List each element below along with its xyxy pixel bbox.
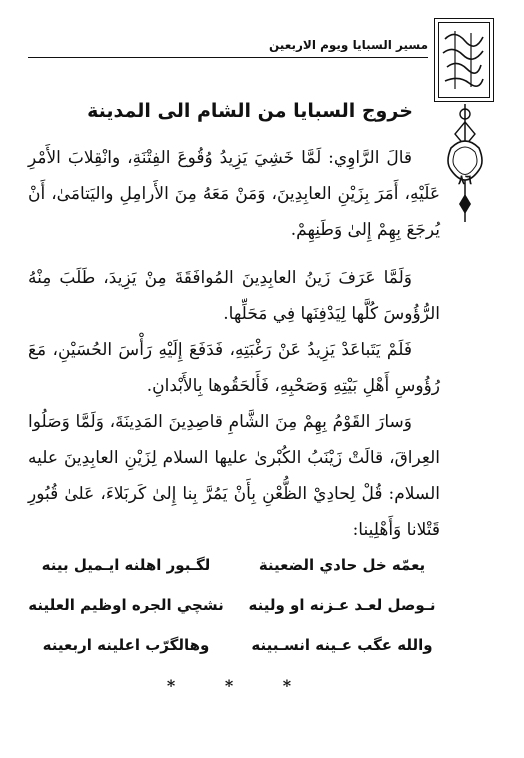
paragraph: وَسارَ القَوْمُ بِهِمْ مِنَ الشَّامِ قاصِدِينَ المَدِينَةَ، وَلَمَّا وَصَلُوا العِراقَ، قالَتْ زَيْنَبُ الكُبْرىٰ عليها السلام لِزَيْنِ العابِدِينَ عليه السلام: قُلْ لِحادِيْ الظُّعْنِ بِأَنْ يَمُرَّ بِنا إِلىٰ كَربَلاءَ، عَلىٰ قُبُورِ قَتْلانا وَأَهْلِينا: (28, 412, 440, 540)
verse-hemistich: وهالگرّب اعلينه اربعينه (42, 636, 210, 654)
verse-hemistich: نـوصل لعـد عـزنه او ولينه (248, 596, 436, 614)
verse-hemistich: لگـبور اهلنه ايـميل بينه (41, 556, 211, 574)
verse-hemistich: والله عگب عـينه انسـبينه (251, 636, 433, 654)
paragraph: فَلَمْ يَتَباعَدْ يَزِيدُ عَنْ رَغْبَتِهِ، فَدَفَعَ إِلَيْهِ رَأْسَ الحُسَيْنِ، مَعَ رُؤُوسِ أَهْلِ بَيْتِهِ وَصَحْبِهِ، فَأَلحَقُوها بِالأَبْدانِ. (28, 340, 440, 396)
paragraph: قالَ الرَّاوِي: لَمَّا خَشِيَ يَزِيدُ وُقُوعَ الفِتْنَةِ، وانْقِلابَ الأَمْرِ عَلَيْهِ، أَمَرَ بِزَيْنِ العابِدِينَ، وَمَنْ مَعَهُ مِنَ الأَرامِلِ واليَتامَىٰ، أَنْ يُرجَعَ بِهِمْ إِلىٰ وَطَنِهِمْ. (28, 148, 440, 240)
section-separator: * * * (166, 676, 314, 695)
calligraphy-emblem (434, 18, 494, 102)
page-number: ٨٦ (458, 173, 472, 188)
header-rule (28, 57, 428, 58)
running-header: مسير السبايا ويوم الاربعين (269, 38, 428, 52)
section-title: خروج السبايا من الشام الى المدينة (87, 100, 413, 122)
paragraph: وَلَمَّا عَرَفَ زَينُ العابِدِينَ المُوافَقَةَ مِنْ يَزِيدَ، طَلَبَ مِنْهُ الرُّؤُوسَ كُلَّها لِيَدْفِنَها فِي مَحَلِّها. (28, 268, 440, 324)
verse-hemistich: نشچي الجره اوظيم العلينه (28, 596, 224, 614)
ornament-icon (441, 104, 489, 224)
verse-hemistich: يعمّه خل حادي الضعينة (258, 556, 426, 574)
